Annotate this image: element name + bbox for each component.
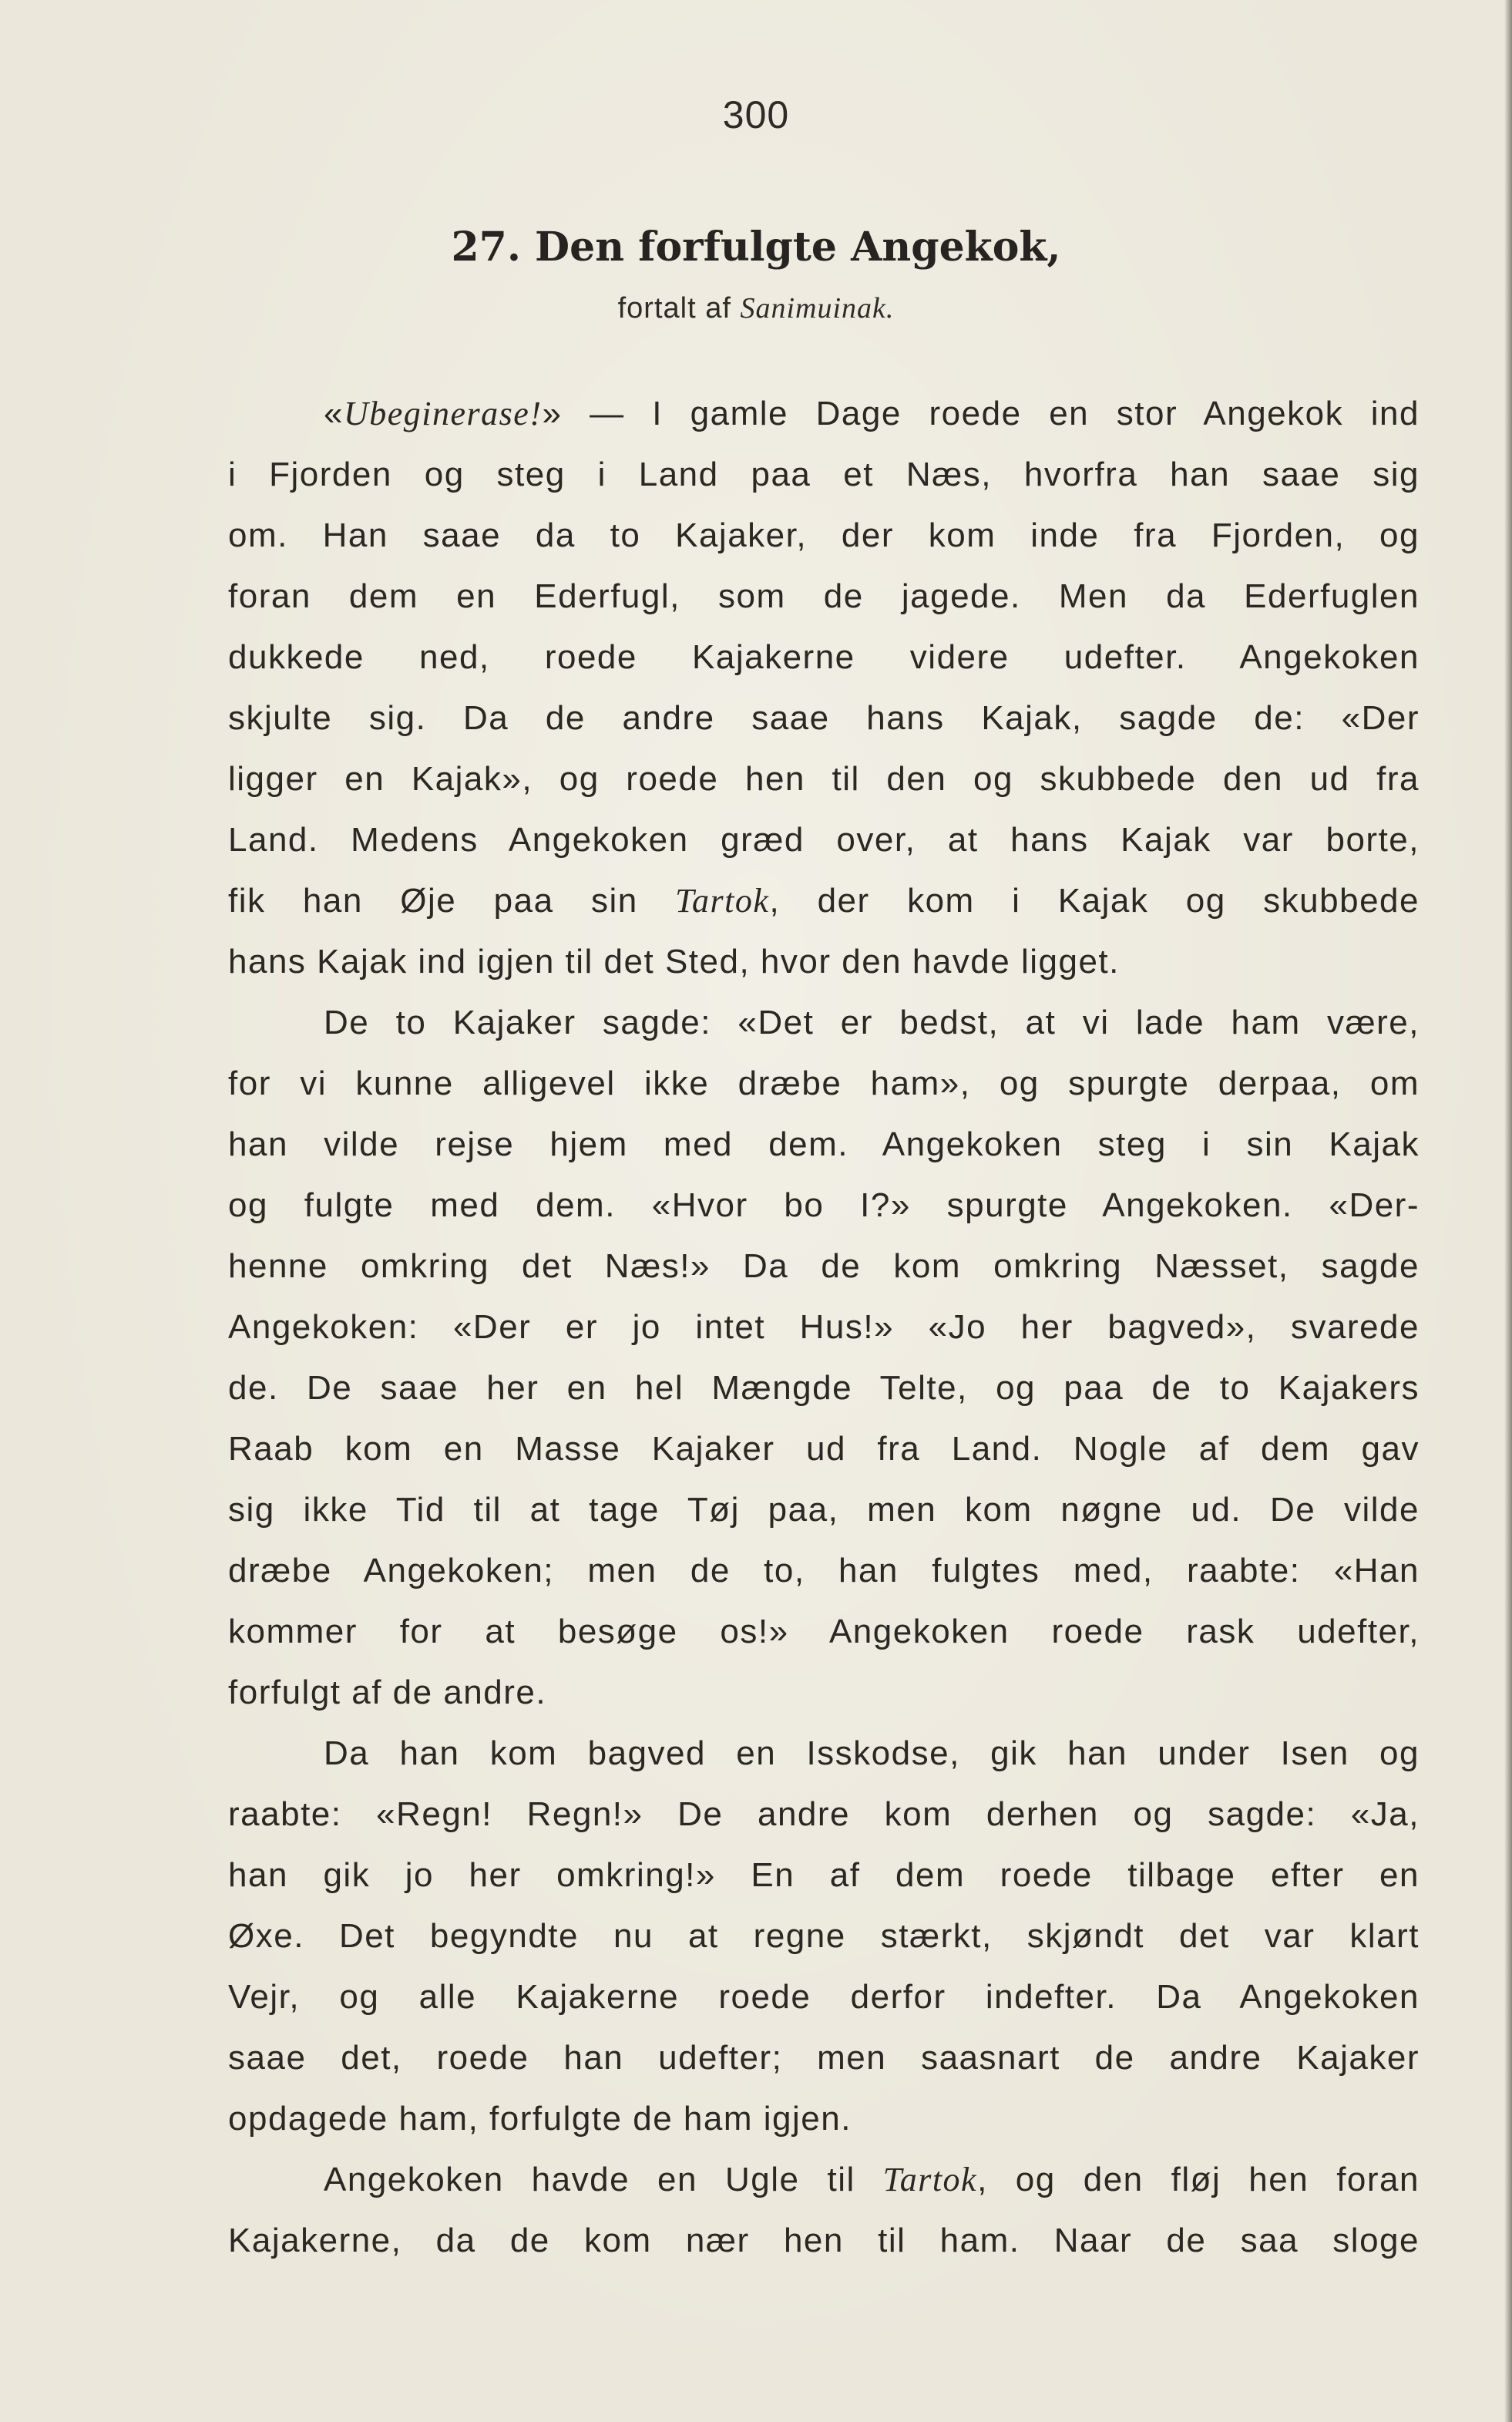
text-line (228, 505, 1420, 566)
chapter-title: 27. Den forfulgte Angekok, (451, 224, 1061, 271)
text-segment: forfulgt af de andre. (228, 1674, 547, 1711)
text-line (228, 2027, 1420, 2088)
text-line (228, 1479, 1420, 1540)
text-segment: han vilde rejse hjem med dem. Angekoken steg i sin Kajak (228, 1125, 1420, 1163)
text-segment: Angekoken: «Der er jo intet Hus!» «Jo her bagved», svarede (228, 1308, 1420, 1346)
text-segment: hans Kajak ind igjen til det Sted, hvor den havde ligget. (228, 943, 1120, 981)
text-line (228, 1297, 1420, 1357)
text-line (228, 688, 1420, 748)
text-line (228, 2088, 1420, 2149)
text-line (228, 870, 1420, 931)
text-line (228, 992, 1420, 1053)
text-segment: dræbe Angekoken; men de to, han fulgtes med, raabte: «Han (228, 1552, 1420, 1589)
text-segment: ligger en Kajak», og roede hen til den og skubbede den ud fra (228, 760, 1420, 798)
page-number: 300 (722, 93, 790, 136)
text-line (228, 566, 1420, 627)
text-segment: saae det, roede han udefter; men saasnart de andre Kajaker (228, 2039, 1420, 2077)
text-segment: for vi kunne alligevel ikke dræbe ham», og spurgte derpaa, om (228, 1065, 1420, 1102)
narrator-name: Sanimuinak. (740, 292, 895, 325)
text-line (228, 1114, 1420, 1175)
text-segment: Vejr, og alle Kajakerne roede derfor indefter. Da Angekoken (228, 1978, 1420, 2016)
text-line (228, 1175, 1420, 1236)
text-line (228, 748, 1420, 809)
text-line (228, 1236, 1420, 1297)
text-segment: » — I gamle Dage roede en stor Angekok ind (542, 395, 1420, 432)
text-segment: sig ikke Tid til at tage Tøj paa, men kom nøgne ud. De vilde (228, 1491, 1420, 1529)
text-line (228, 1601, 1420, 1662)
text-segment: Angekoken havde en Ugle til (324, 2161, 883, 2198)
text-segment: kommer for at besøge os!» Angekoken roede rask udefter, (228, 1613, 1420, 1650)
text-segment: Øxe. Det begyndte nu at regne stærkt, skjøndt det var klart (228, 1917, 1420, 1955)
text-segment: Kajakerne, da de kom nær hen til ham. Naar de saa sloge (228, 2222, 1420, 2259)
text-segment: opdagede ham, forfulgte de ham igjen. (228, 2100, 852, 2138)
text-segment: skjulte sig. Da de andre saae hans Kajak, sagde de: «Der (228, 699, 1420, 737)
text-segment: raabte: «Regn! Regn!» De andre kom derhen og sagde: «Ja, (228, 1795, 1420, 1833)
text-segment: og fulgte med dem. «Hvor bo I?» spurgte Angekoken. «Der- (228, 1186, 1420, 1224)
text-segment: om. Han saae da to Kajaker, der kom inde fra Fjorden, og (228, 516, 1420, 554)
text-segment: Land. Medens Angekoken græd over, at hans Kajak var borte, (228, 821, 1420, 859)
text-line (228, 383, 1420, 444)
body-text (228, 383, 1420, 2271)
text-line (228, 2210, 1420, 2271)
text-line (228, 931, 1420, 992)
text-segment: de. De saae her en hel Mængde Telte, og paa de to Kajakers (228, 1369, 1420, 1407)
text-segment: han gik jo her omkring!» En af dem roede tilbage efter en (228, 1856, 1420, 1894)
text-line (228, 1845, 1420, 1906)
chapter-subtitle (0, 291, 1512, 325)
italic-text-segment: Ubeginerase! (343, 395, 543, 432)
text-line (228, 1053, 1420, 1114)
text-line (228, 1418, 1420, 1479)
text-segment: i Fjorden og steg i Land paa et Næs, hvorfra han saae sig (228, 456, 1420, 493)
text-segment: , og den fløj hen foran (977, 2161, 1420, 2198)
text-segment: Da han kom bagved en Isskodse, gik han under Isen og (324, 1734, 1420, 1772)
text-segment: dukkede ned, roede Kajakerne videre udefter. Angekoken (228, 638, 1420, 676)
subtitle-prefix: fortalt af (617, 292, 731, 325)
text-line (228, 2149, 1420, 2210)
text-segment: De to Kajaker sagde: «Det er bedst, at vi lade ham være, (324, 1004, 1420, 1041)
text-segment: Raab kom en Masse Kajaker ud fra Land. Nogle af dem gav (228, 1430, 1420, 1468)
text-segment: fik han Øje paa sin (228, 882, 676, 920)
italic-text-segment: Tartok (675, 882, 770, 920)
text-line (228, 1662, 1420, 1723)
text-segment: , der kom i Kajak og skubbede (769, 882, 1420, 920)
text-segment: henne omkring det Næs!» Da de kom omkring Næsset, sagde (228, 1247, 1420, 1285)
text-segment: « (324, 395, 344, 432)
page-edge-shadow (1504, 0, 1512, 2422)
text-line (228, 809, 1420, 870)
text-line (228, 1357, 1420, 1418)
text-line (228, 1906, 1420, 1966)
text-line (228, 627, 1420, 688)
text-line (228, 1966, 1420, 2027)
text-line (228, 1784, 1420, 1845)
text-line (228, 1723, 1420, 1784)
italic-text-segment: Tartok (882, 2161, 978, 2198)
text-segment: foran dem en Ederfugl, som de jagede. Men da Ederfuglen (228, 577, 1420, 615)
text-line (228, 444, 1420, 505)
text-line (228, 1540, 1420, 1601)
